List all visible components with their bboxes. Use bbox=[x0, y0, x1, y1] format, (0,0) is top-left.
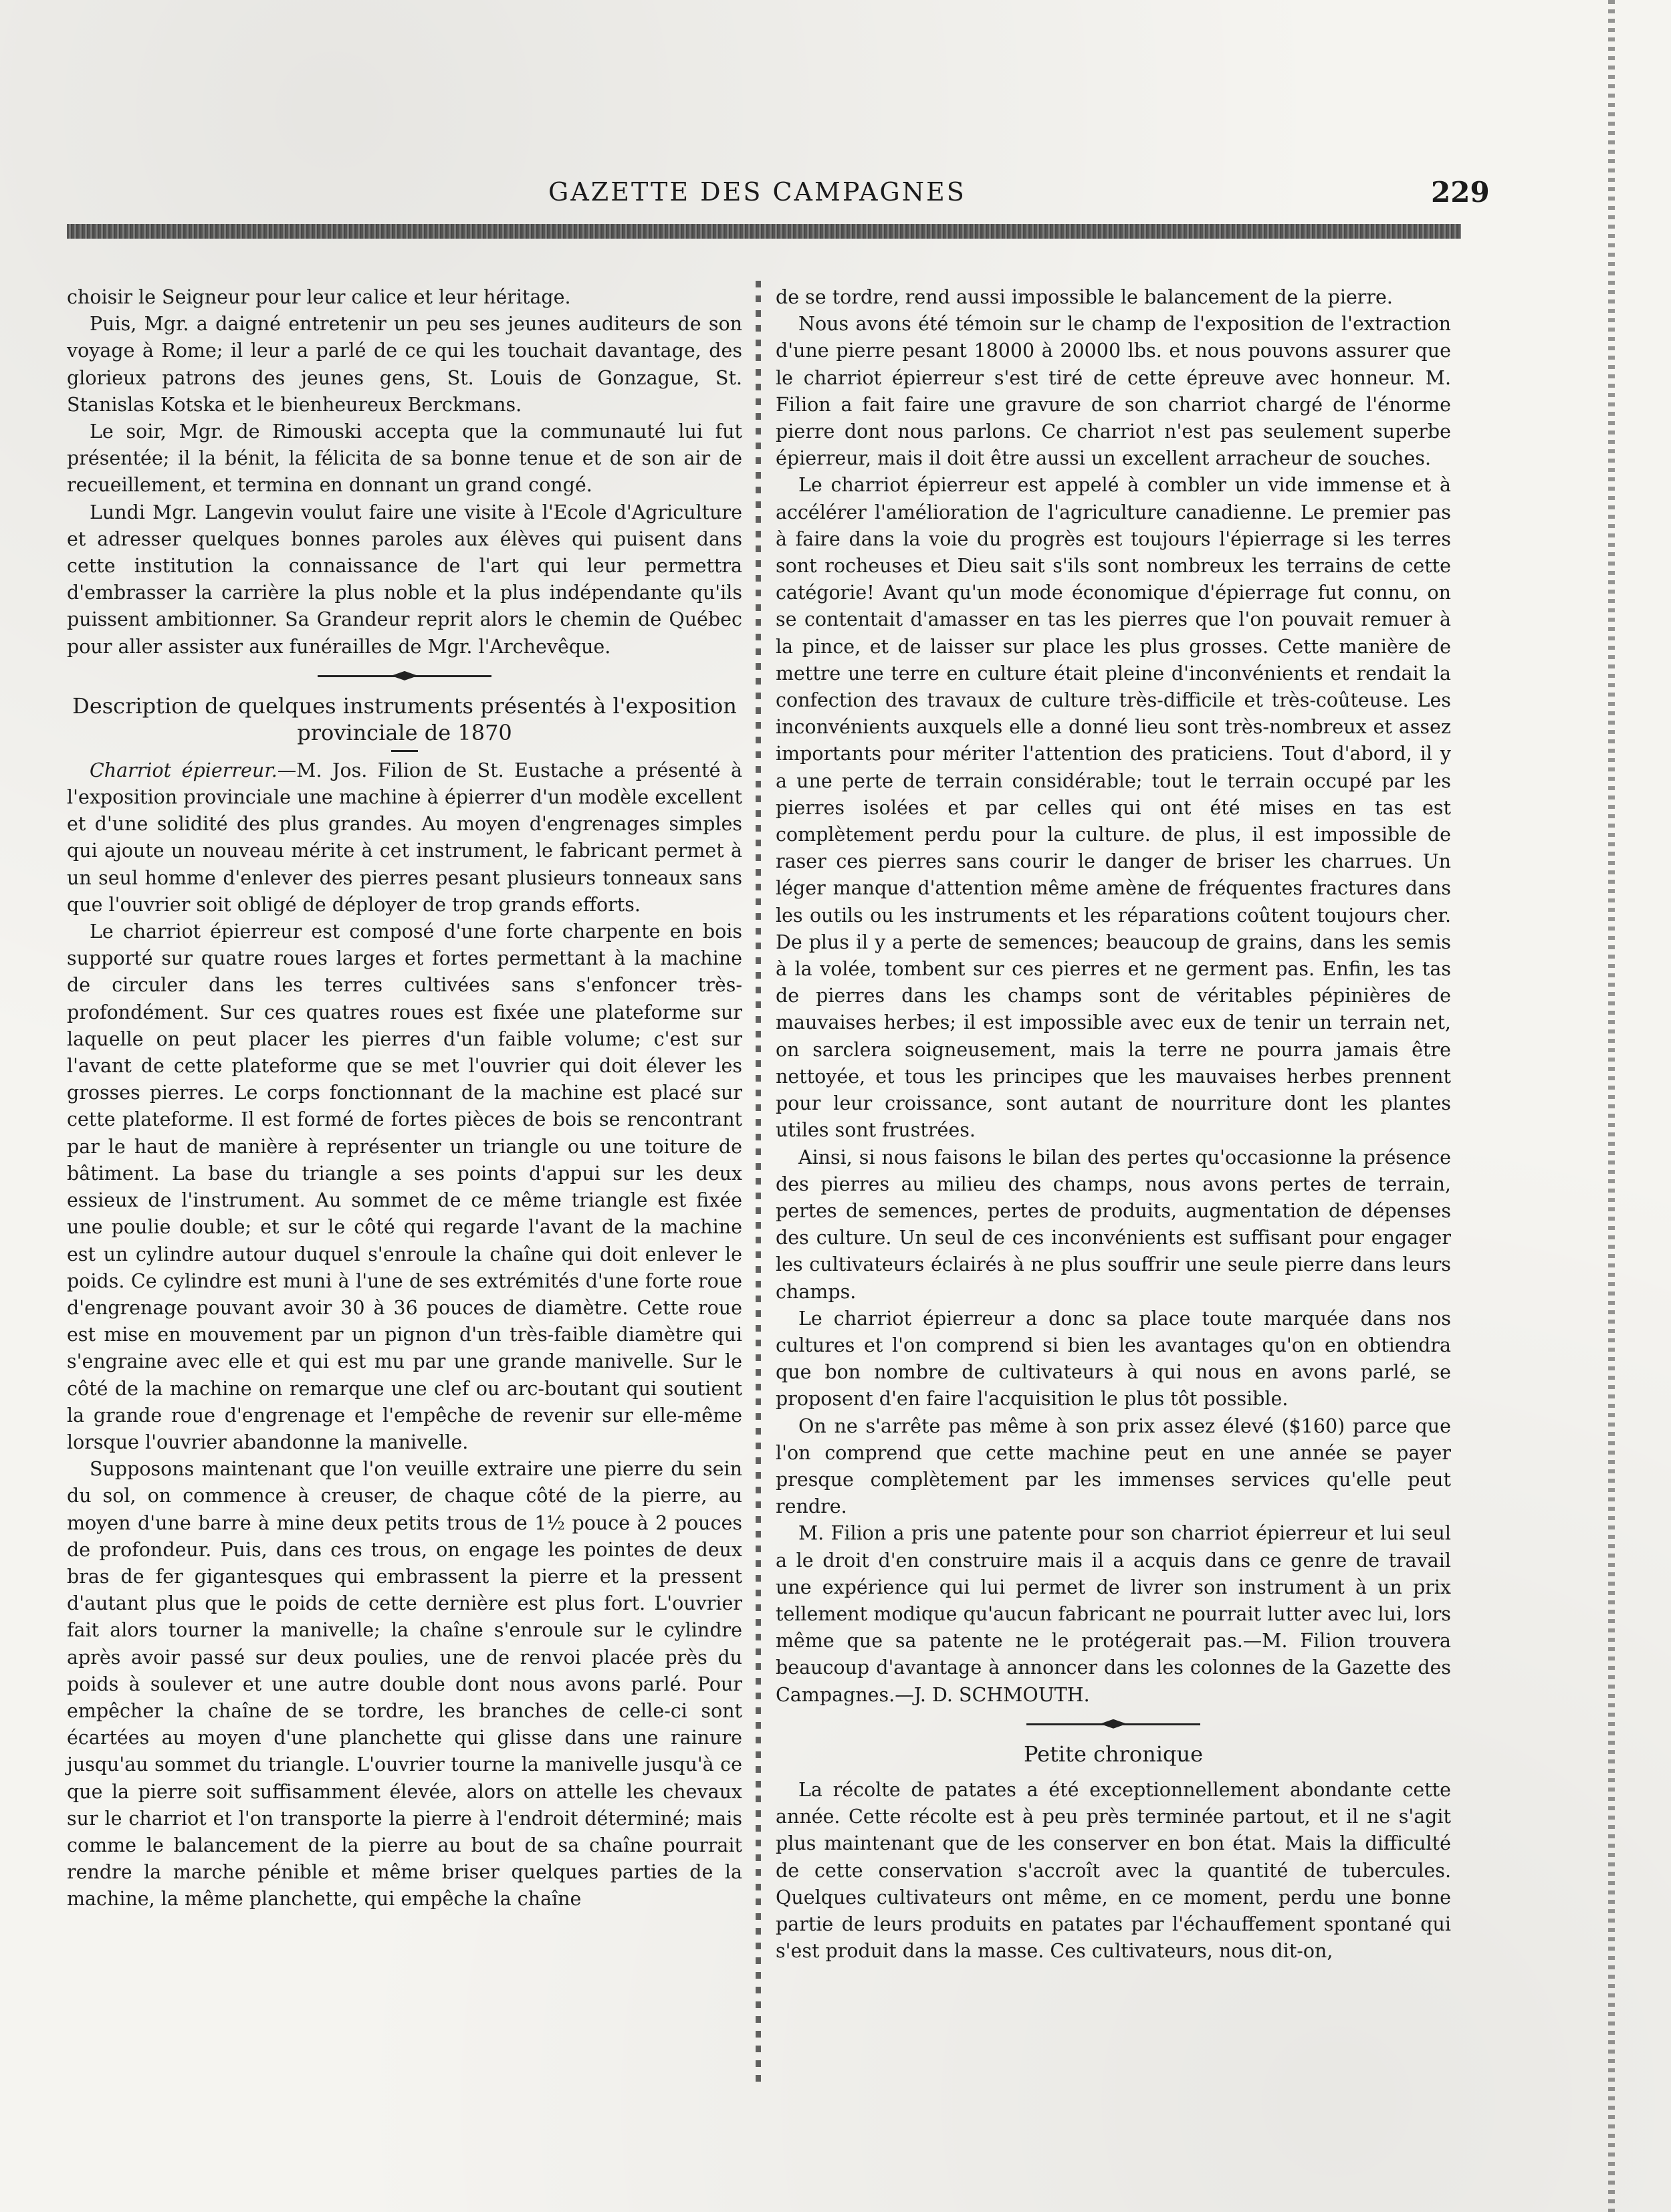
page-number: 229 bbox=[1431, 176, 1490, 209]
paragraph: de se tordre, rend aussi impossible le balancement de la pierre. bbox=[776, 286, 1393, 308]
section-ornament bbox=[318, 671, 491, 681]
paragraph: La récolte de patates a été exceptionnellement abondante cette année. Cette récolte est à peu près terminée partout, et il ne s'agit plus maintenant que de les conserver en bon état. Mais la difficulté de cette conservation s'accroît avec la quantité de tubercules. Quelques cultivateurs ont même, en ce moment, perdu une bonne partie de leurs produits en patates par l'échauffement spontané qui s'est produit dans la masse. Ces cultivateurs, nous dit-on, bbox=[776, 1778, 1451, 1963]
left-column bbox=[67, 284, 742, 1913]
paragraph: choisir le Seigneur pour leur calice et leur héritage. bbox=[67, 286, 571, 308]
paragraph: Le charriot épierreur est composé d'une forte charpente en bois supporté sur quatre roues larges et fortes permettant à la machine de circuler dans les terres cultivées sans s'enfoncer très-profondément. Sur ces quatres roues est fixée une plateforme sur laquelle on peut placer les pierres d'un faible volume; c'est sur l'avant de cette plateforme que se met l'ouvrier qui doit élever les grosses pierres. Le corps fonctionnant de la machine est placé sur cette plateforme. Il est formé de fortes pièces de bois se rencontrant par le haut de manière à représenter un triangle ou une toiture de bâtiment. La base du triangle a ses points d'appui sur les deux essieux de l'instrument. Au sommet de ce même triangle est fixée une poulie double; et sur le côté qui regarde l'avant de la machine est un cylindre autour duquel s'enroule la chaîne qui doit enlever le poids. Ce cylindre est muni à l'une de ses extrémités d'une forte roue d'engrenage pouvant avoir 30 à 36 pouces de diamètre. Cette roue est mise en mouvement par un pignon d'un très-faible diamètre qui s'engraine avec elle et qui est mu par une grande manivelle. Sur le côté de la machine on remarque une clef ou arc-boutant qui soutient la grande roue d'engrenage et l'empêche de revenir sur elle-même lorsque l'ouvrier abandonne la manivelle. bbox=[67, 920, 742, 1453]
column-divider bbox=[756, 281, 761, 2086]
paragraph: Le soir, Mgr. de Rimouski accepta que la communauté lui fut présentée; il la bénit, la félicita de sa bonne tenue et de son air de recueillement, et termina en donnant un grand congé. bbox=[67, 420, 742, 497]
right-column bbox=[776, 284, 1451, 1965]
paragraph: M. Filion a pris une patente pour son charriot épierreur et lui seul a le droit d'en construire mais il a acquis dans ce genre de travail une expérience qui lui permet de livrer son instrument à un prix tellement modique qu'aucun fabricant ne pourrait lutter avec lui, lors même que sa patente ne le protégerait pas.—M. Filion trouvera beaucoup d'avantage à annoncer dans les colonnes de la Gazette des Campagnes.—J. D. SCHMOUTH. bbox=[776, 1522, 1451, 1706]
paragraph bbox=[67, 757, 742, 918]
paragraph-text: —M. Jos. Filion de St. Eustache a présenté à l'exposition provinciale une machine à épierrer d'un modèle excellent et d'une solidité des plus grandes. Au moyen d'engrenages simples qui ajoute un nouveau mérite à cet instrument, le fabricant permet à un seul homme d'enlever des pierres pesant plusieurs tonneaux sans que l'ouvrier soit obligé de déployer de trop grands efforts. bbox=[67, 759, 742, 916]
paragraph: Le charriot épierreur a donc sa place toute marquée dans nos cultures et l'on comprend si bien les avantages qu'on en obtiendra que bon nombre de cultivateurs à qui nous en avons parlé, se proposent d'en faire l'acquisition le plus tôt possible. bbox=[776, 1307, 1451, 1410]
italic-lead: Charriot épierreur. bbox=[90, 759, 277, 781]
paragraph: Le charriot épierreur est appelé à combler un vide immense et à accélérer l'amélioration de l'agriculture canadienne. Le premier pas à faire dans la voie du progrès est toujours l'épierrage si les terres sont rocheuses et Dieu sait s'ils sont nombreux les terrains de cette catégorie! Avant qu'un mode économique d'épierrage fut connu, on se contentait d'amasser en tas les pierres que l'on pouvait remuer à la pince, et de laisser sur place les plus grosses. Cette manière de mettre une terre en culture était pleine d'inconvénients et rendait la confection des travaux de culture très-difficile et très-coûteuse. Les inconvénients auxquels elle a donné lieu sont très-nombreux et assez importants pour mériter l'attention des praticiens. Tout d'abord, il y a une perte de terrain considérable; tout le terrain occupé par les pierres isolées et par celles qui ont été mises en tas est complètement perdu pour la culture. de plus, il est impossible de raser ces pierres sans courir le danger de briser les charrues. Un léger manque d'attention même amène de fréquentes fractures dans les outils ou les instruments et les réparations coûtent toujours cher. De plus il y a perte de semences; beaucoup de grains, dans les semis à la volée, tombent sur ces pierres et ne germent pas. Enfin, les tas de pierres dans les champs sont de véritables pépinières de mauvaises herbes; il est impossible avec eux de tenir un terrain net, on sarclera soigneusement, mais la terre ne pourra jamais être nettoyée, et tous les principes que les mauvaises herbes prennent pour leur croissance, sont autant de nourriture dont les plantes utiles sont frustrées. bbox=[776, 474, 1451, 1142]
title-dash bbox=[391, 750, 418, 752]
page-header bbox=[67, 170, 1490, 217]
running-title: GAZETTE DES CAMPAGNES bbox=[548, 177, 966, 207]
paragraph: Lundi Mgr. Langevin voulut faire une visite à l'Ecole d'Agriculture et adresser quelques bonnes paroles aux élèves qui puisent dans cette institution la connaissance de l'art qui leur permettra d'embrasser la carrière la plus noble et la plus indépendante qu'ils puissent ambitionner. Sa Grandeur reprit alors le chemin de Québec pour aller assister aux funérailles de Mgr. l'Archevêque. bbox=[67, 501, 742, 658]
paragraph: Nous avons été témoin sur le champ de l'exposition de l'extraction d'une pierre pesant 18000 à 20000 lbs. et nous pouvons assurer que le charriot épierreur s'est tiré de cette épreuve avec honneur. M. Filion a fait faire une gravure de son charriot chargé de l'énorme pierre dont nous parlons. Ce charriot n'est pas seulement superbe épierreur, mais il doit être aussi un excellent arracheur de souches. bbox=[776, 313, 1451, 470]
paragraph: Ainsi, si nous faisons le bilan des pertes qu'occasionne la présence des pierres au milieu des champs, nous avons pertes de terrain, pertes de semences, pertes de produits, augmentation de dépenses des culture. Un seul de ces inconvénients est suffisant pour engager les cultivateurs éclairés à ne plus souffrir une seule pierre dans leurs champs. bbox=[776, 1146, 1451, 1303]
section-title: Description de quelques instruments présentés à l'exposition provinciale de 1870 bbox=[72, 693, 737, 745]
page-edge-border bbox=[1608, 0, 1615, 2212]
header-rule bbox=[67, 224, 1461, 239]
paragraph: Puis, Mgr. a daigné entretenir un peu ses jeunes auditeurs de son voyage à Rome; il leur a parlé de ce qui les touchait davantage, des glorieux patrons des jeunes gens, St. Louis de Gonzague, St. Stanislas Kotska et le bienheureux Berckmans. bbox=[67, 313, 742, 416]
chronicle-title: Petite chronique bbox=[1023, 1741, 1204, 1767]
paragraph: On ne s'arrête pas même à son prix assez élevé ($160) parce que l'on comprend que cette machine peut en une année se payer presque complètement par les immenses services qu'elle peut rendre. bbox=[776, 1415, 1451, 1518]
section-ornament bbox=[1026, 1719, 1200, 1729]
paragraph: Supposons maintenant que l'on veuille extraire une pierre du sein du sol, on commence à creuser, de chaque côté de la pierre, au moyen d'une barre à mine deux petits trous de 1½ pouce à 2 pouces de profondeur. Puis, dans ces trous, on engage les pointes de deux bras de fer gigantesques qui embrassent la pierre et la pressent d'autant plus que le poids de cette dernière est plus fort. L'ouvrier fait alors tourner la manivelle; la chaîne s'enroule sur le cylindre après avoir passé sur deux poulies, une de renvoi placée près du poids à soulever et une autre double dont nous avons parlé. Pour empêcher la chaîne de se tordre, les branches de celle-ci sont écartées au moyen d'une planchette qui glisse dans une rainure jusqu'au sommet du triangle. L'ouvrier tourne la manivelle jusqu'à ce que la pierre soit suffisamment élevée, alors on attelle les chevaux sur le charriot et l'on transporte la pierre à l'endroit déterminé; mais comme le balancement de la pierre au bout de sa chaîne pourrait rendre la marche pénible et même briser quelques parties de la machine, la même planchette, qui empêche la chaîne bbox=[67, 1458, 742, 1911]
